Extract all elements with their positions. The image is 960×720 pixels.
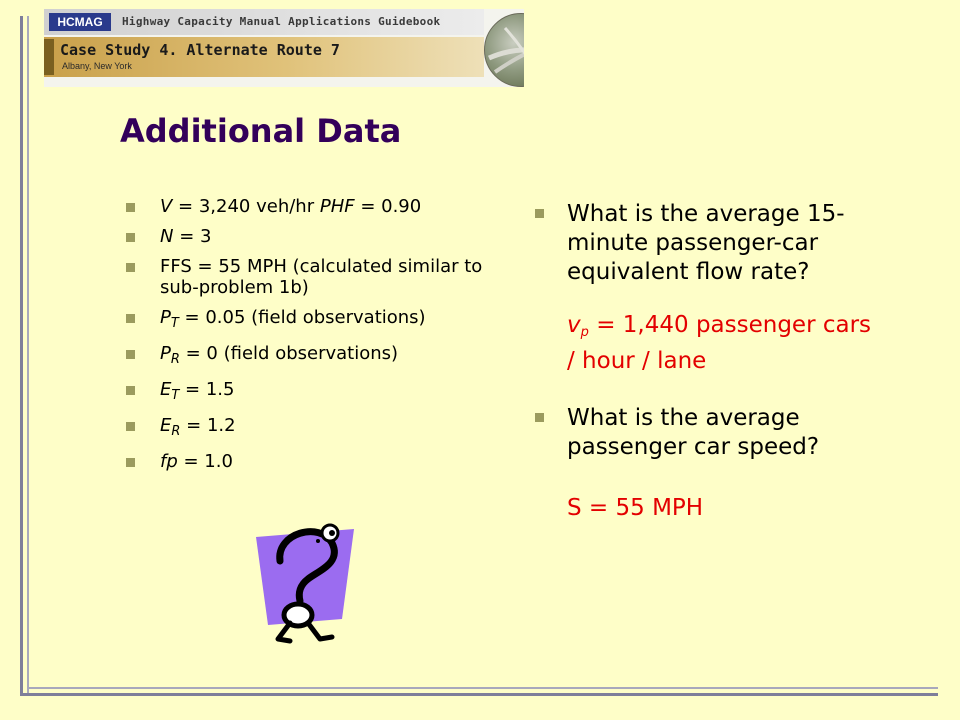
lanes-value: = 3 [173,226,212,247]
er-subscript: R [171,424,181,439]
lanes-variable: N [160,226,174,247]
er-variable: E [160,415,172,436]
pr-subscript: R [170,352,180,367]
question-text: What is the average passenger car speed? [567,405,820,460]
list-item [126,307,486,334]
ffs-text: FFS = 55 MPH (calculated similar to sub-problem 1b) [160,256,483,298]
frame-bottom-inner-line [27,687,938,689]
bullet-square-icon [126,350,135,359]
slide-title: Additional Data [120,112,402,150]
pt-variable: P [160,307,171,328]
list-item [126,256,486,298]
frame-left-line [20,16,23,696]
er-value: = 1.2 [180,415,236,436]
et-value: = 1.5 [179,379,235,400]
bullet-square-icon [126,458,135,467]
case-location: Albany, New York [62,61,132,71]
list-item [126,196,486,217]
hcmag-logo: HCMAG [49,13,111,31]
bullet-square-icon [535,413,544,422]
phf-value: = 0.90 [354,196,422,217]
volume-variable: V [160,196,173,217]
banner-accent [44,39,54,75]
bullet-square-icon [126,314,135,323]
et-subscript: T [171,388,180,403]
frame-left-inner-line [27,16,29,696]
bullet-square-icon [126,422,135,431]
question-flow-rate [535,200,875,287]
highway-photo-icon [484,13,524,87]
question-text: What is the average 15-minute passenger-car equivalent flow rate? [567,201,845,285]
vp-variable: v [567,312,581,338]
pt-value: = 0.05 (field observations) [178,307,426,328]
fp-value: = 1.0 [177,451,233,472]
header-banner [44,9,524,87]
frame-bottom-line [20,693,938,696]
answer-text: = 1,440 passenger cars / hour / lane [567,312,872,374]
banner-subtitle: Highway Capacity Manual Applications Guidebook [122,15,441,28]
answer-text: S = 55 MPH [567,495,704,521]
bullet-square-icon [126,386,135,395]
phf-variable: PHF [319,196,355,217]
question-list [535,200,875,523]
volume-value: = 3,240 veh/hr [172,196,320,217]
bullet-square-icon [126,263,135,272]
list-item [126,379,486,406]
list-item [126,343,486,370]
case-study-title: Case Study 4. Alternate Route 7 [60,41,340,59]
vp-subscript: p [580,325,589,340]
list-item [126,451,486,472]
pt-subscript: T [170,316,179,331]
data-bullet-list [126,196,486,481]
pr-value: = 0 (field observations) [179,343,399,364]
et-variable: E [160,379,172,400]
question-speed [535,404,875,462]
answer-speed [535,494,875,523]
bullet-square-icon [535,209,544,218]
answer-flow-rate [535,311,875,376]
fp-variable: fp [160,451,178,472]
bullet-square-icon [126,233,135,242]
question-mark-figure-icon [250,515,360,645]
bullet-square-icon [126,203,135,212]
list-item [126,226,486,247]
pr-variable: P [160,343,171,364]
list-item [126,415,486,442]
